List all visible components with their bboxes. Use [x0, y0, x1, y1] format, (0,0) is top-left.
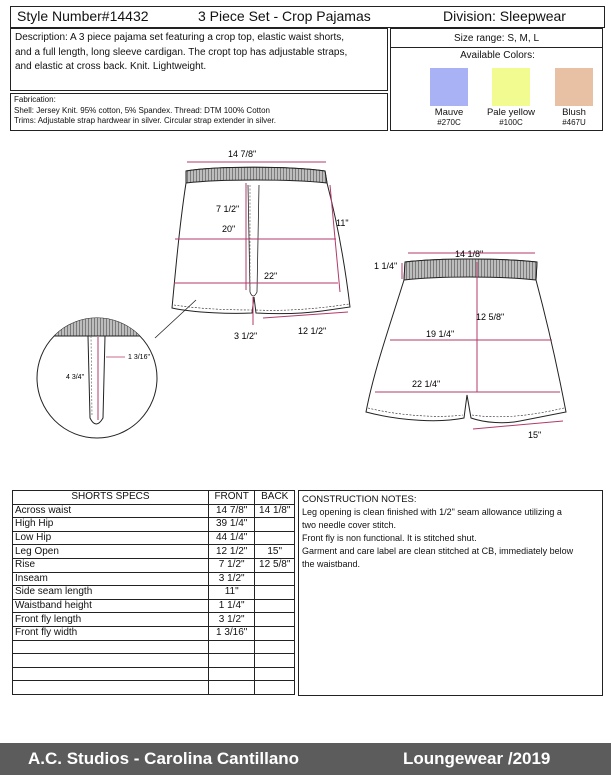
spec-front-cell [208, 654, 255, 668]
spec-front-cell: 14 7/8" [208, 504, 255, 518]
description-line: Description: A 3 piece pajama set featuring a crop top, elastic waist shorts, [15, 32, 345, 43]
spec-front-cell: 7 1/2" [208, 558, 255, 572]
color-code: #467U [562, 118, 586, 127]
color-swatch-pale-yellow [492, 68, 530, 106]
specs-row [13, 654, 295, 668]
specs-row [13, 626, 295, 640]
specs-row [13, 640, 295, 654]
spec-name-cell: Inseam [13, 572, 209, 586]
color-swatch-blush [555, 68, 593, 106]
spec-front-cell: 12 1/2" [208, 545, 255, 559]
specs-row [13, 613, 295, 627]
spec-back-cell [255, 531, 295, 545]
specs-header-back: BACK [255, 491, 295, 505]
spec-front-cell [208, 667, 255, 681]
available-colors-box [390, 48, 603, 131]
spec-name-cell: Waistband height [13, 599, 209, 613]
spec-back-cell: 12 5/8" [255, 558, 295, 572]
fabrication-box [10, 93, 388, 131]
spec-front-cell: 1 3/16" [208, 626, 255, 640]
spec-front-cell: 3 1/2" [208, 572, 255, 586]
spec-name-cell: Front fly width [13, 626, 209, 640]
color-name: Mauve [434, 107, 464, 118]
front-leg-open: 12 1/2" [298, 326, 327, 336]
front-shorts-sketch [172, 167, 350, 313]
detail-fly-length: 4 3/4" [66, 374, 85, 381]
description-line: and elastic at cross back. Knit. Lightweight. [15, 61, 207, 72]
construction-line: Garment and care label are clean stitched at CB, immediately below [302, 546, 574, 556]
construction-line: Leg opening is clean finished with 1/2" seam allowance utilizing a [302, 507, 562, 517]
spec-back-cell [255, 613, 295, 627]
spec-front-cell [208, 681, 255, 695]
specs-row [13, 545, 295, 559]
spec-name-cell [13, 681, 209, 695]
specs-row [13, 518, 295, 532]
spec-back-cell [255, 681, 295, 695]
spec-front-cell: 3 1/2" [208, 613, 255, 627]
specs-row [13, 531, 295, 545]
footer-bar [0, 743, 611, 775]
spec-back-cell [255, 654, 295, 668]
spec-name-cell: Across waist [13, 504, 209, 518]
spec-name-cell: Front fly length [13, 613, 209, 627]
specs-row [13, 667, 295, 681]
front-side-seam: 11" [336, 218, 349, 228]
back-leg-open: 15" [528, 430, 542, 440]
spec-name-cell: High Hip [13, 518, 209, 532]
spec-back-cell [255, 599, 295, 613]
back-across-waist: 14 1/8" [455, 249, 484, 259]
spec-name-cell: Side seam length [13, 586, 209, 600]
back-waistband: 1 1/4" [374, 261, 398, 271]
size-range: Size range: S, M, L [390, 28, 603, 48]
front-across-waist: 14 7/8" [228, 149, 257, 159]
back-low-hip: 22 1/4" [412, 379, 441, 389]
construction-notes [298, 490, 603, 696]
front-low-hip: 22" [264, 271, 278, 281]
spec-front-cell: 39 1/4" [208, 518, 255, 532]
detail-fly-width: 1 3/16" [128, 354, 150, 361]
header-bar [10, 6, 605, 28]
spec-front-cell: 1 1/4" [208, 599, 255, 613]
fly-detail-sketch [30, 300, 196, 438]
color-name: Pale yellow [486, 107, 536, 118]
spec-back-cell [255, 586, 295, 600]
spec-front-cell: 44 1/4" [208, 531, 255, 545]
fabrication-label: Fabrication: [14, 95, 56, 104]
fabrication-trims: Trims: Adjustable strap hardwear in silver. Circular strap extender in silver. [14, 116, 277, 125]
specs-header-name: SHORTS SPECS [13, 491, 209, 505]
division: Division: Sleepwear [443, 8, 566, 24]
front-high-hip: 20" [222, 224, 236, 234]
spec-name-cell: Rise [13, 558, 209, 572]
front-rise: 7 1/2" [216, 204, 240, 214]
spec-name-cell: Low Hip [13, 531, 209, 545]
construction-line: Front fly is non functional. It is stitched shut. [302, 533, 477, 543]
specs-row [13, 558, 295, 572]
style-number: Style Number#14432 [17, 8, 149, 24]
color-code: #270C [437, 118, 461, 127]
spec-back-cell [255, 572, 295, 586]
specs-row [13, 504, 295, 518]
construction-line: two needle cover stitch. [302, 520, 397, 530]
footer-studio: A.C. Studios - Carolina Cantillano [28, 749, 300, 768]
specs-row [13, 681, 295, 695]
description-line: and a full length, long sleeve cardigan. The cropt top has adjustable straps, [15, 46, 348, 58]
technical-sketches [0, 135, 611, 485]
page-title: 3 Piece Set - Crop Pajamas [198, 8, 371, 24]
spec-name-cell: Leg Open [13, 545, 209, 559]
color-swatch-mauve [430, 68, 468, 106]
spec-back-cell: 14 1/8" [255, 504, 295, 518]
shorts-specs-table [12, 490, 295, 695]
description-box [10, 28, 388, 91]
specs-header-row [13, 491, 295, 505]
construction-title: CONSTRUCTION NOTES: [302, 494, 417, 505]
back-rise: 12 5/8" [476, 312, 505, 322]
fabrication-shell: Shell: Jersey Knit. 95% cotton, 5% Spandex. Thread: DTM 100% Cotton [14, 105, 270, 115]
back-high-hip: 19 1/4" [426, 329, 455, 339]
front-inseam: 3 1/2" [234, 331, 258, 341]
spec-back-cell [255, 640, 295, 654]
color-code: #100C [499, 118, 523, 127]
color-name: Blush [562, 107, 586, 118]
spec-name-cell [13, 667, 209, 681]
spec-front-cell [208, 640, 255, 654]
spec-name-cell [13, 654, 209, 668]
spec-back-cell [255, 518, 295, 532]
footer-collection: Loungewear /2019 [403, 749, 551, 768]
spec-back-cell: 15" [255, 545, 295, 559]
spec-name-cell [13, 640, 209, 654]
available-colors-label: Available Colors: [460, 50, 535, 61]
construction-line: the waistband. [302, 559, 361, 569]
spec-back-cell [255, 667, 295, 681]
specs-row [13, 586, 295, 600]
spec-front-cell: 11" [208, 586, 255, 600]
spec-back-cell [255, 626, 295, 640]
specs-row [13, 572, 295, 586]
specs-header-front: FRONT [208, 491, 255, 505]
specs-row [13, 599, 295, 613]
back-shorts-sketch [366, 259, 566, 423]
